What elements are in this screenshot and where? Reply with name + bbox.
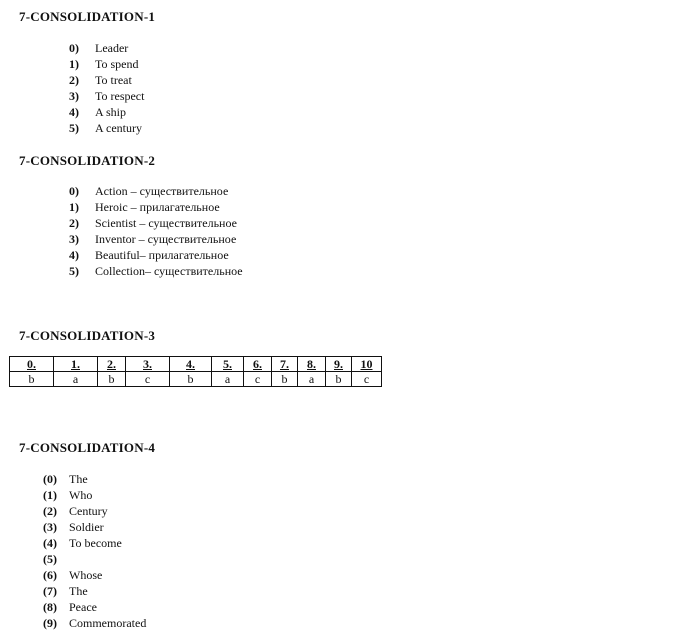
- list-item: [43, 615, 146, 631]
- section-title-consolidation-1: 7-CONSOLIDATION-1: [19, 9, 156, 24]
- list-item: [69, 199, 243, 215]
- item-number: 5): [69, 121, 79, 135]
- list-item: [43, 567, 146, 583]
- list-item: [69, 56, 144, 72]
- list-item: [69, 88, 144, 104]
- item-text: Commemorated: [69, 616, 147, 630]
- item-text: A ship: [95, 105, 127, 119]
- list-item: [43, 487, 146, 503]
- item-text: Beautiful– прилагательное: [95, 248, 229, 262]
- item-text: To become: [69, 536, 122, 550]
- item-number: 0): [69, 184, 79, 198]
- list-item: [69, 120, 144, 136]
- item-text: Who: [69, 488, 93, 502]
- answer-list-consolidation-1: [69, 40, 144, 136]
- table-cell: a: [298, 372, 326, 387]
- table-header-cell: 8.: [298, 357, 326, 372]
- item-text: Soldier: [69, 520, 104, 534]
- table-cell: c: [126, 372, 170, 387]
- table-cell: a: [212, 372, 244, 387]
- list-item: [43, 551, 146, 567]
- item-text: Century: [69, 504, 108, 518]
- table-row: [10, 372, 382, 387]
- table-header-cell: 2.: [98, 357, 126, 372]
- list-item: [43, 503, 146, 519]
- item-number: 1): [69, 57, 79, 71]
- item-number: 2): [69, 73, 79, 87]
- list-item: [69, 215, 243, 231]
- table-cell: b: [272, 372, 298, 387]
- item-number: 4): [69, 248, 79, 262]
- table-cell: c: [244, 372, 272, 387]
- answer-list-consolidation-4: [43, 471, 146, 631]
- list-item: [69, 183, 243, 199]
- list-item: [69, 231, 243, 247]
- section-title-consolidation-2: 7-CONSOLIDATION-2: [19, 153, 156, 168]
- item-number: (7): [43, 584, 57, 598]
- item-number: 5): [69, 264, 79, 278]
- item-text: To treat: [95, 73, 132, 87]
- item-text: The: [69, 472, 88, 486]
- item-number: 3): [69, 89, 79, 103]
- item-text: Heroic – прилагательное: [95, 200, 220, 214]
- list-item: [69, 247, 243, 263]
- table-cell: a: [54, 372, 98, 387]
- item-text: Leader: [95, 41, 129, 55]
- list-item: [43, 471, 146, 487]
- section-title-consolidation-3: 7-CONSOLIDATION-3: [19, 328, 156, 343]
- item-number: (6): [43, 568, 57, 582]
- item-text: The: [69, 584, 88, 598]
- table-header-cell: 0.: [10, 357, 54, 372]
- item-number: (0): [43, 472, 57, 486]
- item-text: Action – существительное: [95, 184, 229, 198]
- table-header-cell: 9.: [326, 357, 352, 372]
- item-number: (5): [43, 552, 57, 566]
- table-header-cell: 6.: [244, 357, 272, 372]
- table-header-cell: 10: [352, 357, 382, 372]
- table-header-row: [10, 357, 382, 372]
- item-text: Whose: [69, 568, 103, 582]
- list-item: [43, 519, 146, 535]
- item-number: (2): [43, 504, 57, 518]
- answer-table: [9, 356, 382, 387]
- list-item: [43, 583, 146, 599]
- table-header-cell: 7.: [272, 357, 298, 372]
- item-number: (4): [43, 536, 57, 550]
- table-header-cell: 4.: [170, 357, 212, 372]
- table-header-cell: 5.: [212, 357, 244, 372]
- item-number: (1): [43, 488, 57, 502]
- item-number: (8): [43, 600, 57, 614]
- section-title-consolidation-4: 7-CONSOLIDATION-4: [19, 440, 156, 455]
- table-header-cell: 1.: [54, 357, 98, 372]
- item-text: A century: [95, 121, 142, 135]
- item-number: (3): [43, 520, 57, 534]
- item-text: To spend: [95, 57, 139, 71]
- table-cell: b: [326, 372, 352, 387]
- item-text: To respect: [95, 89, 145, 103]
- list-item: [69, 263, 243, 279]
- item-text: Scientist – существительное: [95, 216, 237, 230]
- item-text: Peace: [69, 600, 97, 614]
- table-header-cell: 3.: [126, 357, 170, 372]
- item-text: Collection– существительное: [95, 264, 243, 278]
- item-number: (9): [43, 616, 57, 630]
- table-cell: b: [170, 372, 212, 387]
- item-number: 3): [69, 232, 79, 246]
- list-item: [43, 535, 146, 551]
- list-item: [43, 599, 146, 615]
- list-item: [69, 104, 144, 120]
- list-item: [69, 40, 144, 56]
- item-number: 0): [69, 41, 79, 55]
- table-cell: b: [10, 372, 54, 387]
- item-text: Inventor – существительное: [95, 232, 237, 246]
- table-cell: b: [98, 372, 126, 387]
- answer-list-consolidation-2: [69, 183, 243, 279]
- table-cell: c: [352, 372, 382, 387]
- item-number: 4): [69, 105, 79, 119]
- list-item: [69, 72, 144, 88]
- item-number: 1): [69, 200, 79, 214]
- item-number: 2): [69, 216, 79, 230]
